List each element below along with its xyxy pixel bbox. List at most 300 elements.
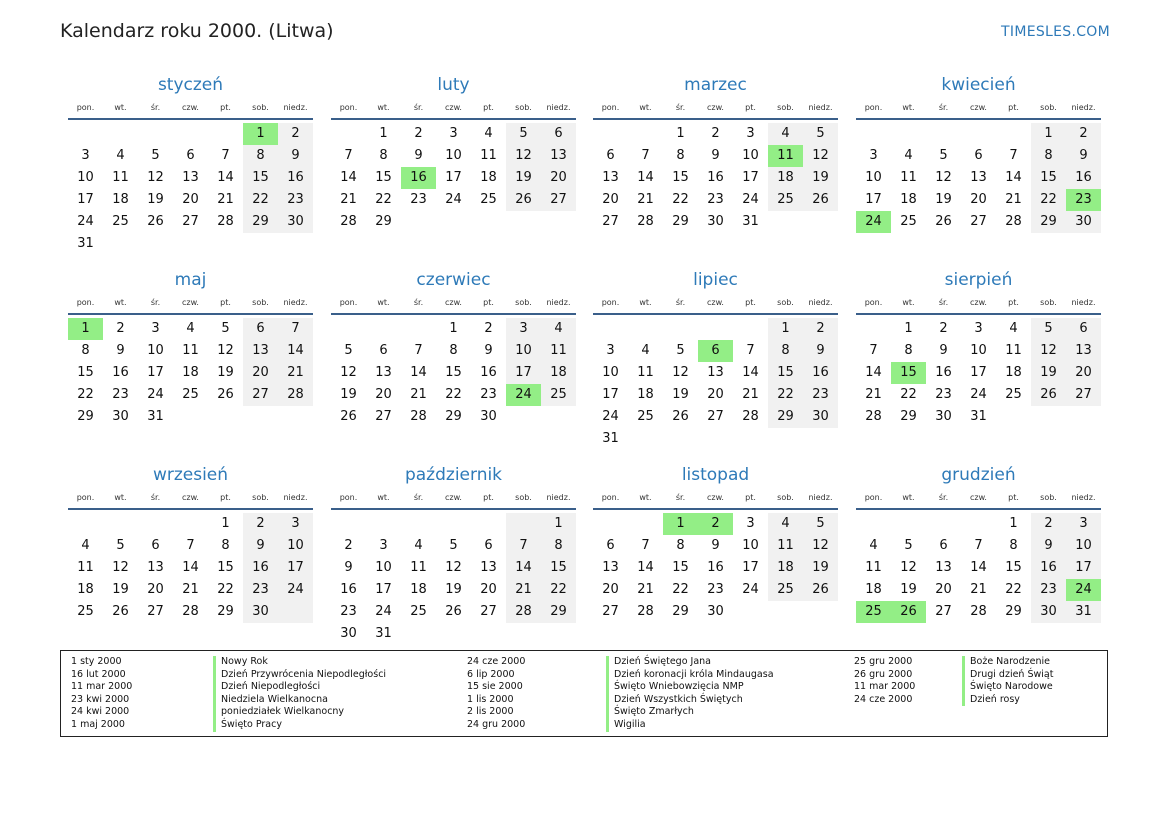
day-cell[interactable]: 31 (375, 626, 392, 641)
day-cell[interactable]: 20 (707, 387, 724, 402)
day-cell[interactable]: 24 (970, 387, 987, 402)
day-cell[interactable]: 12 (803, 145, 838, 167)
day-cell[interactable]: 19 (112, 582, 129, 597)
day-cell[interactable]: 22 (375, 192, 392, 207)
day-cell[interactable]: 16 (278, 167, 313, 189)
day-cell[interactable]: 3 (506, 318, 541, 340)
day-cell[interactable]: 12 (506, 145, 541, 167)
day-cell[interactable]: 12 (672, 365, 689, 380)
day-cell[interactable]: 31 (77, 236, 94, 251)
day-cell[interactable]: 16 (935, 365, 952, 380)
day-cell[interactable]: 11 (410, 560, 427, 575)
day-cell[interactable]: 26 (803, 189, 838, 211)
day-cell[interactable]: 27 (602, 604, 619, 619)
day-cell[interactable]: 14 (865, 365, 882, 380)
day-cell[interactable]: 11 (541, 340, 576, 362)
day-cell[interactable]: 5 (151, 148, 160, 163)
day-cell[interactable]: 17 (1066, 557, 1101, 579)
day-cell[interactable]: 19 (803, 557, 838, 579)
day-cell[interactable]: 22 (768, 384, 803, 406)
day-cell[interactable]: 15 (1031, 167, 1066, 189)
day-cell[interactable]: 9 (116, 343, 125, 358)
day-cell[interactable]: 25 (480, 192, 497, 207)
day-cell[interactable]: 15 (768, 362, 803, 384)
day-cell[interactable]: 11 (77, 560, 94, 575)
day-cell[interactable]: 5 (904, 538, 913, 553)
day-cell[interactable]: 15 (217, 560, 234, 575)
day-cell[interactable]: 16 (707, 170, 724, 185)
day-cell[interactable]: 21 (742, 387, 759, 402)
day-cell[interactable]: 10 (602, 365, 619, 380)
day-cell[interactable]: 20 (541, 167, 576, 189)
day-cell[interactable]: 8 (904, 343, 913, 358)
day-cell[interactable]: 17 (742, 170, 759, 185)
day-cell[interactable]: 7 (641, 148, 650, 163)
day-cell[interactable]: 4 (768, 513, 803, 535)
day-cell[interactable]: 7 (746, 343, 755, 358)
day-cell[interactable]: 24 (602, 409, 619, 424)
day-cell[interactable]: 29 (541, 601, 576, 623)
day-cell[interactable]: 8 (379, 148, 388, 163)
day-cell[interactable]: 2 (1066, 123, 1101, 145)
day-cell[interactable]: 8 (541, 535, 576, 557)
day-cell[interactable]: 7 (414, 343, 423, 358)
day-cell[interactable]: 23 (707, 582, 724, 597)
day-cell[interactable]: 26 (672, 409, 689, 424)
day-cell[interactable]: 30 (243, 601, 278, 623)
day-cell[interactable]: 1 (449, 321, 458, 336)
day-cell[interactable]: 18 (768, 167, 803, 189)
day-cell[interactable]: 23 (707, 192, 724, 207)
day-cell[interactable]: 12 (803, 535, 838, 557)
day-cell[interactable]: 21 (970, 582, 987, 597)
day-cell[interactable]: 10 (375, 560, 392, 575)
day-cell[interactable]: 26 (445, 604, 462, 619)
day-cell[interactable]: 14 (1005, 170, 1022, 185)
day-cell[interactable]: 19 (217, 365, 234, 380)
day-cell[interactable]: 23 (1031, 579, 1066, 601)
day-cell[interactable]: 20 (602, 192, 619, 207)
day-cell[interactable]: 4 (904, 148, 913, 163)
day-cell[interactable]: 7 (344, 148, 353, 163)
day-cell[interactable]: 4 (414, 538, 423, 553)
day-cell[interactable]: 11 (182, 343, 199, 358)
day-cell[interactable]: 28 (182, 604, 199, 619)
day-cell[interactable]: 24 (147, 387, 164, 402)
day-cell[interactable]: 14 (970, 560, 987, 575)
day-cell[interactable]: 23 (112, 387, 129, 402)
day-cell[interactable]: 5 (939, 148, 948, 163)
day-cell[interactable]: 15 (243, 167, 278, 189)
day-cell[interactable]: 21 (340, 192, 357, 207)
day-cell[interactable]: 14 (217, 170, 234, 185)
day-cell[interactable]: 3 (606, 343, 615, 358)
day-cell[interactable]: 27 (707, 409, 724, 424)
day-cell[interactable]: 30 (278, 211, 313, 233)
day-cell[interactable]: 22 (1005, 582, 1022, 597)
day-cell[interactable]: 26 (506, 189, 541, 211)
day-cell[interactable]: 19 (1031, 362, 1066, 384)
day-cell[interactable]: 20 (182, 192, 199, 207)
day-cell[interactable]: 1 (768, 318, 803, 340)
day-cell[interactable]: 3 (869, 148, 878, 163)
day-cell[interactable]: 6 (606, 538, 615, 553)
day-cell[interactable]: 22 (672, 192, 689, 207)
day-cell[interactable]: 10 (445, 148, 462, 163)
day-cell[interactable]: 29 (672, 604, 689, 619)
day-cell[interactable]: 28 (637, 214, 654, 229)
day-cell[interactable]: 17 (865, 192, 882, 207)
day-cell[interactable]: 8 (676, 148, 685, 163)
day-cell[interactable]: 28 (340, 214, 357, 229)
day-cell[interactable]: 2 (711, 126, 720, 141)
day-cell[interactable]: 28 (742, 409, 759, 424)
day-cell[interactable]: 21 (506, 579, 541, 601)
day-cell[interactable]: 24 (77, 214, 94, 229)
day-cell[interactable]: 19 (506, 167, 541, 189)
day-cell[interactable]: 19 (900, 582, 917, 597)
day-cell[interactable]: 25 (768, 189, 803, 211)
day-cell[interactable]: 7 (221, 148, 230, 163)
day-cell[interactable]: 17 (375, 582, 392, 597)
day-cell[interactable]: 8 (221, 538, 230, 553)
day-cell[interactable]: 10 (147, 343, 164, 358)
day-cell[interactable]: 3 (974, 321, 983, 336)
day-cell[interactable]: 14 (410, 365, 427, 380)
day-cell[interactable]: 26 (1031, 384, 1066, 406)
day-cell[interactable]: 3 (746, 126, 755, 141)
day-cell[interactable]: 4 (869, 538, 878, 553)
day-cell[interactable]: 12 (112, 560, 129, 575)
day-cell[interactable]: 18 (768, 557, 803, 579)
day-cell[interactable]: 17 (602, 387, 619, 402)
day-cell[interactable]: 23 (278, 189, 313, 211)
day-cell[interactable]: 16 (480, 365, 497, 380)
day-cell[interactable]: 8 (768, 340, 803, 362)
day-cell[interactable]: 25 (900, 214, 917, 229)
day-cell[interactable]: 6 (186, 148, 195, 163)
day-cell[interactable]: 7 (641, 538, 650, 553)
day-cell[interactable]: 10 (1066, 535, 1101, 557)
day-cell[interactable]: 28 (970, 604, 987, 619)
day-cell[interactable]: 25 (768, 579, 803, 601)
day-cell[interactable]: 6 (939, 538, 948, 553)
day-cell[interactable]: 15 (672, 170, 689, 185)
day-cell[interactable]: 25 (410, 604, 427, 619)
day-cell[interactable]: 4 (116, 148, 125, 163)
day-cell[interactable]: 27 (147, 604, 164, 619)
day-cell[interactable]: 13 (480, 560, 497, 575)
day-cell[interactable]: 23 (935, 387, 952, 402)
day-cell[interactable]: 16 (1031, 557, 1066, 579)
day-cell[interactable]: 13 (970, 170, 987, 185)
day-cell[interactable]: 13 (541, 145, 576, 167)
day-cell[interactable]: 11 (768, 145, 803, 167)
day-cell[interactable]: 12 (935, 170, 952, 185)
day-cell[interactable]: 6 (606, 148, 615, 163)
day-cell[interactable]: 29 (768, 406, 803, 428)
day-cell[interactable]: 4 (1009, 321, 1018, 336)
day-cell[interactable]: 24 (445, 192, 462, 207)
day-cell[interactable]: 15 (77, 365, 94, 380)
day-cell[interactable]: 9 (344, 560, 353, 575)
day-cell[interactable]: 21 (182, 582, 199, 597)
day-cell[interactable]: 5 (344, 343, 353, 358)
day-cell[interactable]: 29 (1005, 604, 1022, 619)
day-cell[interactable]: 30 (803, 406, 838, 428)
day-cell[interactable]: 9 (1066, 145, 1101, 167)
day-cell[interactable]: 25 (112, 214, 129, 229)
day-cell[interactable]: 23 (410, 192, 427, 207)
day-cell[interactable]: 7 (186, 538, 195, 553)
day-cell[interactable]: 13 (375, 365, 392, 380)
day-cell[interactable]: 9 (414, 148, 423, 163)
day-cell[interactable]: 3 (151, 321, 160, 336)
day-cell[interactable]: 15 (541, 557, 576, 579)
day-cell[interactable]: 18 (1005, 365, 1022, 380)
day-cell[interactable]: 14 (506, 557, 541, 579)
day-cell[interactable]: 13 (602, 170, 619, 185)
day-cell[interactable]: 20 (243, 362, 278, 384)
day-cell[interactable]: 10 (742, 538, 759, 553)
day-cell[interactable]: 15 (891, 362, 926, 384)
day-cell[interactable]: 22 (77, 387, 94, 402)
day-cell[interactable]: 18 (900, 192, 917, 207)
day-cell[interactable]: 6 (484, 538, 493, 553)
day-cell[interactable]: 17 (970, 365, 987, 380)
day-cell[interactable]: 10 (278, 535, 313, 557)
day-cell[interactable]: 26 (803, 579, 838, 601)
day-cell[interactable]: 12 (340, 365, 357, 380)
day-cell[interactable]: 17 (147, 365, 164, 380)
day-cell[interactable]: 31 (970, 409, 987, 424)
day-cell[interactable]: 9 (278, 145, 313, 167)
day-cell[interactable]: 26 (935, 214, 952, 229)
day-cell[interactable]: 26 (340, 409, 357, 424)
day-cell[interactable]: 12 (1031, 340, 1066, 362)
day-cell[interactable]: 17 (445, 170, 462, 185)
day-cell[interactable]: 3 (379, 538, 388, 553)
day-cell[interactable]: 14 (278, 340, 313, 362)
day-cell[interactable]: 8 (1031, 145, 1066, 167)
day-cell[interactable]: 12 (147, 170, 164, 185)
day-cell[interactable]: 2 (243, 513, 278, 535)
day-cell[interactable]: 28 (865, 409, 882, 424)
day-cell[interactable]: 19 (340, 387, 357, 402)
day-cell[interactable]: 11 (865, 560, 882, 575)
day-cell[interactable]: 27 (243, 384, 278, 406)
day-cell[interactable]: 3 (278, 513, 313, 535)
day-cell[interactable]: 29 (375, 214, 392, 229)
day-cell[interactable]: 18 (182, 365, 199, 380)
day-cell[interactable]: 11 (1005, 343, 1022, 358)
day-cell[interactable]: 20 (375, 387, 392, 402)
day-cell[interactable]: 15 (445, 365, 462, 380)
day-cell[interactable]: 19 (935, 192, 952, 207)
day-cell[interactable]: 26 (112, 604, 129, 619)
day-cell[interactable]: 20 (970, 192, 987, 207)
day-cell[interactable]: 29 (900, 409, 917, 424)
day-cell[interactable]: 4 (768, 123, 803, 145)
brand-link[interactable]: TIMESLES.COM (1001, 24, 1110, 40)
day-cell[interactable]: 5 (116, 538, 125, 553)
day-cell[interactable]: 26 (217, 387, 234, 402)
day-cell[interactable]: 2 (414, 126, 423, 141)
day-cell[interactable]: 16 (707, 560, 724, 575)
day-cell[interactable]: 28 (1005, 214, 1022, 229)
day-cell[interactable]: 11 (112, 170, 129, 185)
day-cell[interactable]: 8 (1009, 538, 1018, 553)
day-cell[interactable]: 4 (81, 538, 90, 553)
day-cell[interactable]: 31 (147, 409, 164, 424)
day-cell[interactable]: 20 (935, 582, 952, 597)
day-cell[interactable]: 25 (77, 604, 94, 619)
day-cell[interactable]: 13 (243, 340, 278, 362)
day-cell[interactable]: 17 (742, 560, 759, 575)
day-cell[interactable]: 30 (935, 409, 952, 424)
day-cell[interactable]: 20 (480, 582, 497, 597)
day-cell[interactable]: 5 (803, 513, 838, 535)
day-cell[interactable]: 21 (637, 192, 654, 207)
day-cell[interactable]: 22 (243, 189, 278, 211)
day-cell[interactable]: 8 (243, 145, 278, 167)
day-cell[interactable]: 26 (891, 601, 926, 623)
day-cell[interactable]: 4 (641, 343, 650, 358)
day-cell[interactable]: 28 (637, 604, 654, 619)
day-cell[interactable]: 12 (445, 560, 462, 575)
day-cell[interactable]: 3 (81, 148, 90, 163)
day-cell[interactable]: 30 (707, 604, 724, 619)
day-cell[interactable]: 10 (77, 170, 94, 185)
day-cell[interactable]: 15 (375, 170, 392, 185)
day-cell[interactable]: 27 (541, 189, 576, 211)
day-cell[interactable]: 4 (541, 318, 576, 340)
day-cell[interactable]: 27 (480, 604, 497, 619)
day-cell[interactable]: 6 (541, 123, 576, 145)
day-cell[interactable]: 17 (506, 362, 541, 384)
day-cell[interactable]: 27 (375, 409, 392, 424)
day-cell[interactable]: 24 (375, 604, 392, 619)
day-cell[interactable]: 27 (935, 604, 952, 619)
day-cell[interactable]: 5 (676, 343, 685, 358)
day-cell[interactable]: 30 (112, 409, 129, 424)
day-cell[interactable]: 4 (186, 321, 195, 336)
day-cell[interactable]: 20 (147, 582, 164, 597)
day-cell[interactable]: 3 (1066, 513, 1101, 535)
day-cell[interactable]: 27 (182, 214, 199, 229)
day-cell[interactable]: 12 (900, 560, 917, 575)
day-cell[interactable]: 25 (637, 409, 654, 424)
day-cell[interactable]: 29 (445, 409, 462, 424)
day-cell[interactable]: 1 (676, 126, 685, 141)
day-cell[interactable]: 24 (506, 384, 541, 406)
day-cell[interactable]: 6 (698, 340, 733, 362)
day-cell[interactable]: 27 (602, 214, 619, 229)
day-cell[interactable]: 17 (77, 192, 94, 207)
day-cell[interactable]: 28 (217, 214, 234, 229)
day-cell[interactable]: 3 (746, 516, 755, 531)
day-cell[interactable]: 1 (243, 123, 278, 145)
day-cell[interactable]: 6 (243, 318, 278, 340)
day-cell[interactable]: 14 (742, 365, 759, 380)
day-cell[interactable]: 25 (182, 387, 199, 402)
day-cell[interactable]: 30 (340, 626, 357, 641)
day-cell[interactable]: 24 (1066, 579, 1101, 601)
day-cell[interactable]: 12 (217, 343, 234, 358)
day-cell[interactable]: 30 (1066, 211, 1101, 233)
day-cell[interactable]: 18 (541, 362, 576, 384)
day-cell[interactable]: 19 (672, 387, 689, 402)
day-cell[interactable]: 22 (1031, 189, 1066, 211)
day-cell[interactable]: 18 (865, 582, 882, 597)
day-cell[interactable]: 3 (449, 126, 458, 141)
day-cell[interactable]: 7 (278, 318, 313, 340)
day-cell[interactable]: 24 (742, 582, 759, 597)
day-cell[interactable]: 30 (1031, 601, 1066, 623)
day-cell[interactable]: 31 (602, 431, 619, 446)
day-cell[interactable]: 24 (856, 211, 891, 233)
day-cell[interactable]: 21 (217, 192, 234, 207)
day-cell[interactable]: 9 (243, 535, 278, 557)
day-cell[interactable]: 18 (637, 387, 654, 402)
day-cell[interactable]: 28 (506, 601, 541, 623)
day-cell[interactable]: 22 (445, 387, 462, 402)
day-cell[interactable]: 30 (707, 214, 724, 229)
day-cell[interactable]: 2 (278, 123, 313, 145)
day-cell[interactable]: 29 (1031, 211, 1066, 233)
day-cell[interactable]: 11 (768, 535, 803, 557)
day-cell[interactable]: 1 (379, 126, 388, 141)
day-cell[interactable]: 10 (742, 148, 759, 163)
day-cell[interactable]: 18 (480, 170, 497, 185)
day-cell[interactable]: 7 (1009, 148, 1018, 163)
day-cell[interactable]: 24 (742, 192, 759, 207)
day-cell[interactable]: 6 (1066, 318, 1101, 340)
day-cell[interactable]: 10 (970, 343, 987, 358)
day-cell[interactable]: 25 (856, 601, 891, 623)
day-cell[interactable]: 16 (803, 362, 838, 384)
day-cell[interactable]: 13 (182, 170, 199, 185)
day-cell[interactable]: 4 (484, 126, 493, 141)
day-cell[interactable]: 29 (243, 211, 278, 233)
day-cell[interactable]: 2 (803, 318, 838, 340)
day-cell[interactable]: 9 (484, 343, 493, 358)
day-cell[interactable]: 6 (974, 148, 983, 163)
day-cell[interactable]: 19 (803, 167, 838, 189)
day-cell[interactable]: 23 (803, 384, 838, 406)
day-cell[interactable]: 2 (116, 321, 125, 336)
day-cell[interactable]: 9 (1031, 535, 1066, 557)
day-cell[interactable]: 26 (147, 214, 164, 229)
day-cell[interactable]: 9 (711, 538, 720, 553)
day-cell[interactable]: 2 (344, 538, 353, 553)
day-cell[interactable]: 21 (865, 387, 882, 402)
day-cell[interactable]: 27 (970, 214, 987, 229)
day-cell[interactable]: 20 (1066, 362, 1101, 384)
day-cell[interactable]: 22 (541, 579, 576, 601)
day-cell[interactable]: 16 (112, 365, 129, 380)
day-cell[interactable]: 31 (1066, 601, 1101, 623)
day-cell[interactable]: 22 (900, 387, 917, 402)
day-cell[interactable]: 25 (1005, 387, 1022, 402)
day-cell[interactable]: 23 (340, 604, 357, 619)
day-cell[interactable]: 18 (410, 582, 427, 597)
day-cell[interactable]: 29 (672, 214, 689, 229)
day-cell[interactable]: 8 (449, 343, 458, 358)
day-cell[interactable]: 24 (278, 579, 313, 601)
day-cell[interactable]: 2 (939, 321, 948, 336)
day-cell[interactable]: 11 (480, 148, 497, 163)
